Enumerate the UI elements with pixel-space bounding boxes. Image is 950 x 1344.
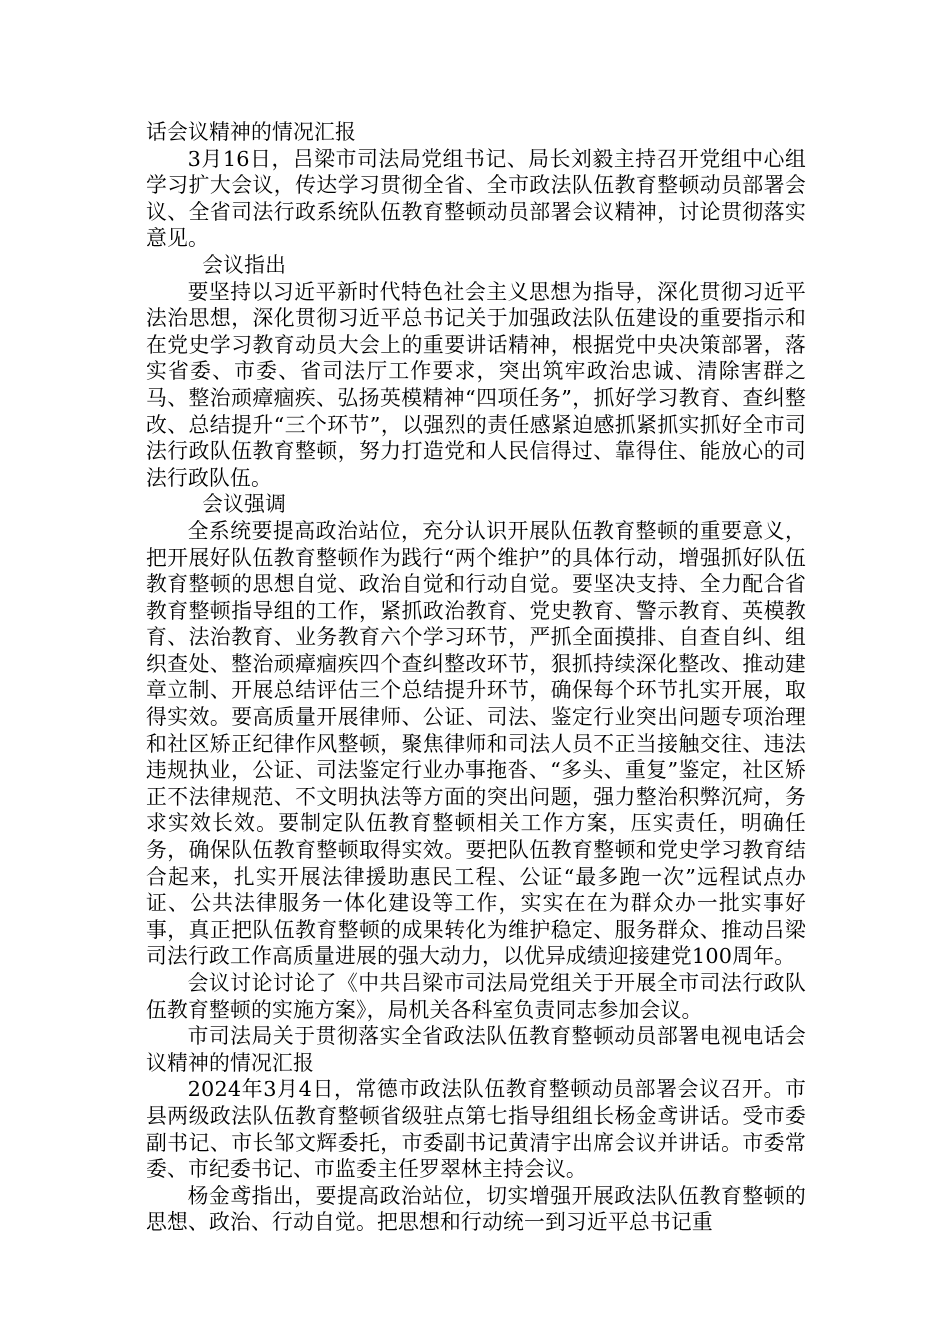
subheading-meeting-pointed-out: 会议指出 [202, 252, 287, 277]
paragraph-title-continuation: 话会议精神的情况汇报 [146, 120, 356, 144]
paragraph-changde-meeting: 2024年3月4日，常德市政法队伍教育整顿动员部署会议召开。市县两级政法队伍教育整顿省级驻点第七指导组组长杨金鸢讲话。受市委副书记、市长邹文辉委托，市委副书记黄清宇出席会议并讲话。市委常委、市纪委书记、市监委主任罗翠林主持会议。 [146, 1077, 806, 1182]
document-page [146, 119, 806, 1236]
subheading-meeting-emphasized: 会议强调 [202, 492, 287, 517]
paragraph-meeting-emphasized: 全系统要提高政治站位，充分认识开展队伍教育整顿的重要意义，把开展好队伍教育整顿作为践行“两个维护”的具体行动，增强抓好队伍教育整顿的思想自觉、政治自觉和行动自觉。要坚决支持、全力配合省教育整顿指导组的工作，紧抓政治教育、党史教育、警示教育、英模教育、法治教育、业务教育六个学习环节，严抓全面摸排、自查自纠、组织查处、整治顽瘴痼疾四个查纠整改环节，狠抓持续深化整改、推动建章立制、开展总结评估三个总结提升环节，确保每个环节扎实开展，取得实效。要高质量开展律师、公证、司法、鉴定行业突出问题专项治理和社区矫正纪律作风整顿，聚焦律师和司法人员不正当接触交往、违法违规执业，公证、司法鉴定行业办事拖沓、“多头、重复”鉴定，社区矫正不法律规范、不文明执法等方面的突出问题，强力整治积弊沉疴，务求实效长效。要制定队伍教育整顿相关工作方案，压实责任，明确任务，确保队伍教育整顿取得实效。要把队伍教育整顿和党史学习教育结合起来，扎实开展法律援助惠民工程、公证“最多跑一次”远程试点办证、公共法律服务一体化建设等工作，实实在在为群众办一批实事好事，真正把队伍教育整顿的成果转化为维护稳定、服务群众、推动吕梁司法行政工作高质量进展的强大动力，以优异成绩迎接建党100周年。 [146, 518, 806, 969]
paragraph-yang-jinyuan: 杨金鸢指出，要提高政治站位，切实增强开展政法队伍教育整顿的思想、政治、行动自觉。把思想和行动统一到习近平总书记重 [146, 1183, 806, 1235]
paragraph-meeting-pointed-out: 要坚持以习近平新时代特色社会主义思想为指导，深化贯彻习近平法治思想，深化贯彻习近平总书记关于加强政法队伍建设的重要指示和在党史学习教育动员大会上的重要讲话精神，根据党中央决策部署，落实省委、市委、省司法厅工作要求，突出筑牢政治忠诚、清除害群之马、整治顽瘴痼疾、弘扬英模精神“四项任务”，抓好学习教育、查纠整改、总结提升“三个环节”，以强烈的责任感紧迫感抓紧抓实抓好全市司法行政队伍教育整顿，努力打造党和人民信得过、靠得住、能放心的司法行政队伍。 [146, 279, 806, 490]
paragraph-meeting-intro: 3月16日，吕梁市司法局党组书记、局长刘毅主持召开党组中心组学习扩大会议，传达学习贯彻全省、全市政法队伍教育整顿动员部署会议、全省司法行政系统队伍教育整顿动员部署会议精神，讨论贯彻落实意见。 [146, 146, 806, 251]
paragraph-meeting-discussion: 会议讨论讨论了《中共吕梁市司法局党组关于开展全市司法行政队伍教育整顿的实施方案》，局机关各科室负责同志参加会议。 [146, 971, 806, 1022]
paragraph-report-title: 市司法局关于贯彻落实全省政法队伍教育整顿动员部署电视电话会议精神的情况汇报 [146, 1024, 806, 1075]
